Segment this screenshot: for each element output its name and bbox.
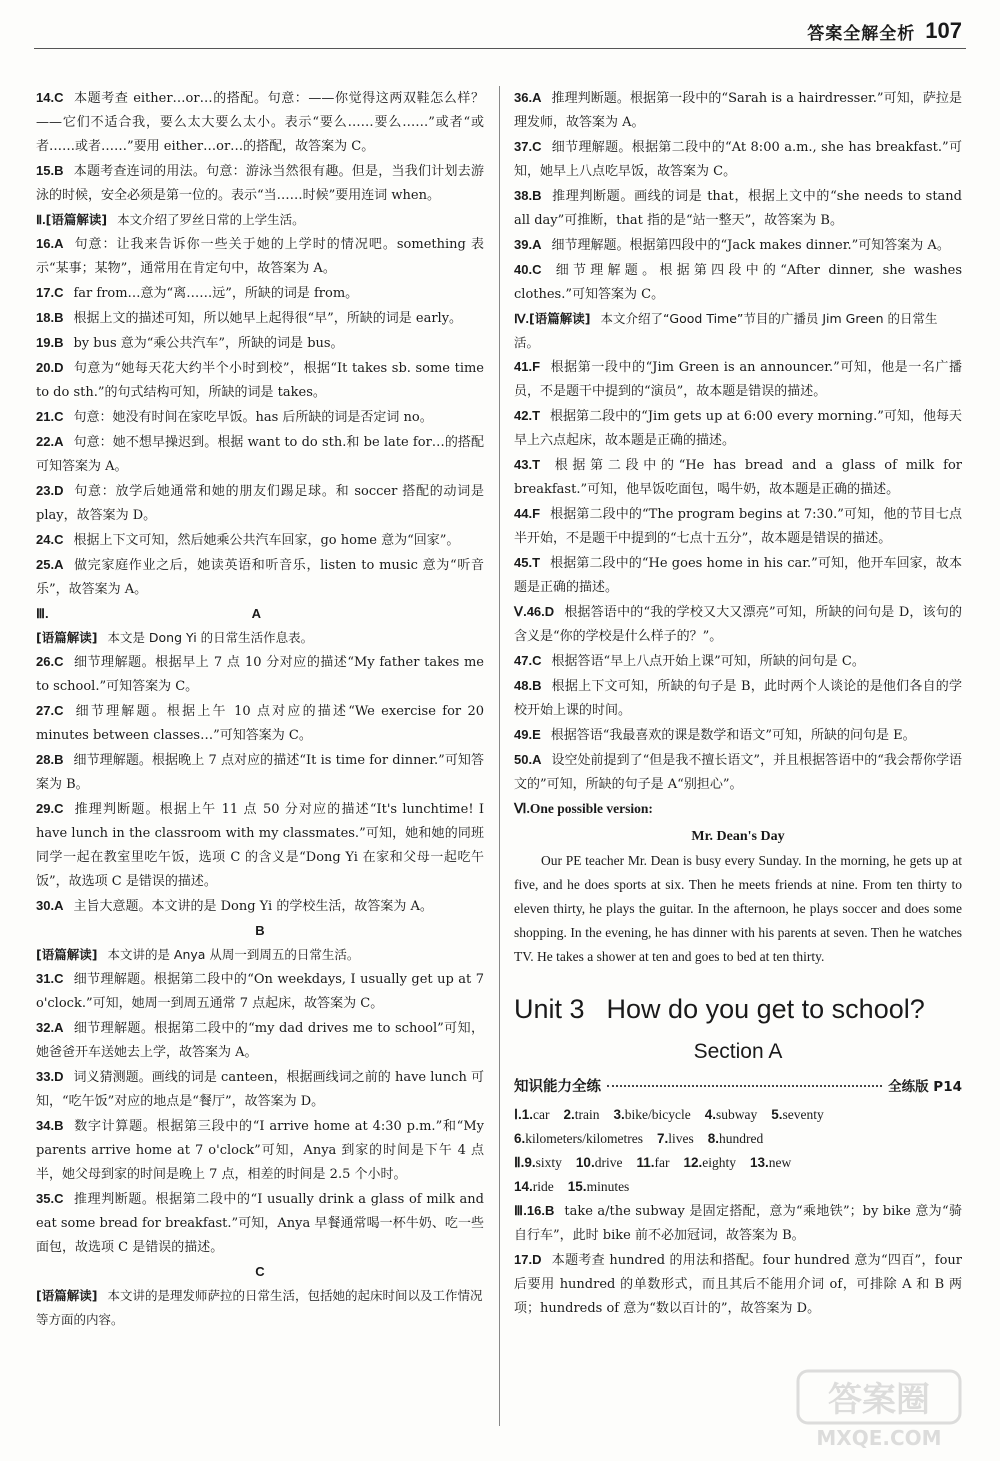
answer-word: minutes — [586, 1179, 630, 1194]
header-title: 答案全解全析 — [807, 24, 916, 44]
question-number: 16.A — [36, 236, 64, 251]
answer-item — [36, 528, 484, 553]
answer-entry — [750, 1155, 791, 1170]
answer-number: 13. — [750, 1155, 769, 1170]
answer-number: 4. — [704, 1107, 717, 1122]
answer-item — [36, 306, 484, 331]
question-number: 26.C — [36, 654, 64, 669]
right-answers — [514, 86, 962, 797]
fill-in-answers — [514, 1103, 962, 1199]
answer-item — [36, 967, 484, 1016]
answer-line — [514, 1103, 962, 1127]
answer-explanation: 本题考查 hundred 的用法和搭配。four hundred 意为“四百”，four 后要用 hundred 的单数形式，而且其后不能用介词 of，可排除 A 和 B 两项；hundreds of 意为“数以百计的”，故答案为 D。 — [514, 1253, 962, 1316]
answer-explanation: 根据第二段中的“He has bread and a glass of milk for breakfast.”可知，他早饭吃面包，喝牛奶，故本题是正确的描述。 — [514, 458, 962, 497]
answer-item — [514, 502, 962, 551]
answer-item — [514, 453, 962, 502]
answer-explanation: 数字计算题。根据第三段中的“I arrive home at 4:30 p.m.”和“My parents arrive home at 7 o'clock”可知，Anya 到家的时间是下午 4 点半，她父母到家的时间是晚上 7 点，相差的时间是 2.5 个小时。 — [36, 1119, 484, 1182]
answer-entry — [657, 1131, 694, 1146]
answer-word: car — [533, 1107, 550, 1122]
answer-word: ride — [532, 1179, 554, 1194]
answer-explanation: 本题考查 either…or…的搭配。句意：——你觉得这两双鞋怎么样？——它们不适合我，要么太大要么太小。表示“要么……要么……”或者“或者……或者……”要用 either…or…的搭配，故答案为 C。 — [36, 91, 484, 154]
question-number: 32.A — [36, 1020, 64, 1035]
passage-summary — [514, 307, 962, 355]
watermark-url: MXQE.COM — [816, 1426, 942, 1450]
answer-word: lives — [668, 1131, 694, 1146]
answer-word: sixty — [535, 1155, 562, 1170]
section-numeral: Ⅳ. — [514, 312, 530, 326]
summary-text: 本文是 Dong Yi 的日常生活作息表。 — [107, 630, 314, 645]
answer-explanation: 根据答语中的“我的学校又大又漂亮”可知，所缺的问句是 D，该句的含义是“你的学校是什么样子的？”。 — [514, 605, 962, 644]
answer-item — [36, 894, 484, 919]
answer-item — [514, 551, 962, 600]
question-number: 39.A — [514, 237, 542, 252]
watermark-logo — [794, 1367, 964, 1451]
answer-item — [514, 184, 962, 233]
question-number: 44.F — [514, 506, 541, 521]
answer-word: far — [654, 1155, 670, 1170]
answer-number: 6. — [514, 1131, 526, 1146]
question-number: 23.D — [36, 483, 64, 498]
question-number: 50.A — [514, 752, 542, 767]
summary-label: [语篇解读] — [36, 630, 98, 645]
question-number: 17.C — [36, 285, 64, 300]
summary-label: [语篇解读] — [529, 311, 591, 326]
watermark-text: 答案圈 — [828, 1380, 930, 1420]
summary-label: [语篇解读] — [36, 1288, 98, 1303]
section-numeral: Ⅱ. — [36, 213, 46, 227]
answer-explanation: take a/the subway 是固定搭配，意为“乘地铁”；by bike 意为“骑自行车”，此时 bike 前不必加冠词，故答案为 B。 — [514, 1204, 962, 1243]
answer-item — [36, 748, 484, 797]
answer-item — [36, 86, 484, 159]
answer-explanation: 根据答语“早上八点开始上课”可知，所缺的问句是 C。 — [551, 654, 865, 669]
question-number: 25.A — [36, 557, 64, 572]
question-number: 37.C — [514, 139, 542, 154]
question-number: 29.C — [36, 801, 64, 816]
answer-entry — [683, 1155, 736, 1170]
question-number: 22.A — [36, 434, 64, 449]
summary-text: 本文讲的是 Anya 从周一到周五的日常生活。 — [107, 947, 360, 962]
answer-explanation: 细节理解题。根据第二段中的“On weekdays, I usually get up at 7 o'clock.”可知，她周一到周五通常 7 点起床，故答案为 C。 — [36, 972, 484, 1011]
tail-answers — [514, 1199, 962, 1321]
answer-item — [514, 404, 962, 453]
answer-line — [514, 1151, 962, 1175]
question-number: 18.B — [36, 310, 64, 325]
answer-explanation: 句意为“她每天花大约半个小时到校”，根据“It takes sb. some time to do sth.”的句式结构可知，所缺的词是 takes。 — [36, 361, 484, 400]
question-number: 40.C — [514, 262, 542, 277]
answer-word: train — [574, 1107, 600, 1122]
answer-explanation: 词义猜测题。画线的词是 canteen，根据画线词之前的 have lunch 可知，“吃午饭”对应的地点是“餐厅”，故答案为 D。 — [36, 1070, 484, 1109]
answer-number: 2. — [563, 1107, 575, 1122]
passage-summary — [36, 208, 484, 232]
answer-explanation: 句意：放学后她通常和她的朋友们踢足球。和 soccer 搭配的动词是 play，故答案为 D。 — [36, 484, 484, 523]
answer-word: eighty — [702, 1155, 736, 1170]
answer-item — [36, 650, 484, 699]
answer-explanation: 根据第二段中的“Jim gets up at 6:00 every morning.”可知，他每天早上六点起床，故本题是正确的描述。 — [514, 409, 962, 448]
answer-item — [36, 430, 484, 479]
section-title: Section A — [693, 1040, 783, 1063]
answer-explanation: 做完家庭作业之后，她读英语和听音乐，listen to music 意为“听音乐”，故答案为 A。 — [36, 558, 484, 597]
answer-item — [36, 479, 484, 528]
answer-entry — [636, 1155, 669, 1170]
answer-explanation: 根据上文的描述可知，所以她早上起得很“早”，所缺的词是 early。 — [73, 311, 463, 326]
answer-item — [514, 1199, 962, 1248]
answer-item — [514, 233, 962, 258]
answer-explanation: 细节理解题。根据早上 7 点 10 分对应的描述“My father takes me to school.”可知答案为 C。 — [36, 655, 484, 694]
answer-explanation: 细节理解题。根据第四段中的“Jack makes dinner.”可知答案为 A。 — [551, 238, 950, 253]
question-number: 43.T — [514, 457, 541, 472]
practice-label: 知识能力全练 — [514, 1079, 601, 1095]
answer-explanation: 推理判断题。根据上午 11 点 50 分对应的描述“It's lunchtime! I have lunch in the classroom with my classmates.”可知，她和她的同班同学一起在教室里吃午饭，选项 C 的含义是“Dong Yi 在家和父母一起吃午饭”，故选项 C 是错误的描述。 — [36, 802, 484, 889]
answer-explanation: 根据第二段中的“The program begins at 7:30.”可知，他的节目七点半开始，不是题干中提到的“七点十五分”，故本题是错误的描述。 — [514, 507, 962, 546]
answer-word: hundred — [719, 1131, 764, 1146]
answer-explanation: 细节理解题。根据第二段中的“my dad drives me to school”可知，她爸爸开车送她去上学，故答案为 A。 — [36, 1021, 484, 1060]
answer-number: 15. — [567, 1179, 587, 1194]
answer-word: seventy — [782, 1107, 824, 1122]
answer-explanation: 推理判断题。根据第一段中的“Sarah is a hairdresser.”可知，萨拉是理发师，故答案为 A。 — [514, 91, 962, 130]
answer-explanation: 细节理解题。根据第四段中的“After dinner, she washes clothes.”可知答案为 C。 — [514, 263, 962, 302]
passage-summary — [36, 943, 484, 967]
practice-ref: 全练版 P14 — [888, 1079, 962, 1095]
question-number: 47.C — [514, 653, 542, 668]
passage-summary — [36, 1284, 484, 1332]
answer-item — [36, 1187, 484, 1260]
question-number: 35.C — [36, 1191, 64, 1206]
answer-number: 12. — [683, 1155, 703, 1170]
answer-word: drive — [594, 1155, 623, 1170]
left-column — [36, 86, 484, 1332]
answer-explanation: by bus 意为“乘公共汽车”，所缺的词是 bus。 — [73, 336, 344, 351]
answer-entry — [614, 1107, 691, 1122]
answer-explanation: 根据答语“我最喜欢的课是数学和语文”可知，所缺的问句是 E。 — [550, 728, 916, 743]
answer-entry — [563, 1107, 599, 1122]
section-numeral: Ⅲ. — [36, 606, 49, 621]
unit-title: How do you get to school? — [606, 994, 925, 1024]
question-number: 17.D — [514, 1252, 542, 1267]
essay-body: Our PE teacher Mr. Dean is busy every Sunday. In the morning, he gets up at five, and he does sports at six. Then he meets friends at nine. From ten thirty to eleven thirty, he plays the guitar. In the afternoon, he plays soccer and does some shopping. In the evening, he has dinner with his parents at seven. Then he watches TV. He takes a shower at ten and goes to bed at ten thirty. — [514, 853, 962, 964]
answer-item — [514, 1248, 962, 1321]
answer-entry — [771, 1107, 824, 1122]
question-number: 38.B — [514, 188, 542, 203]
answer-explanation: 句意：她没有时间在家吃早饭。has 后所缺的词是否定词 no。 — [73, 410, 433, 425]
answer-line — [514, 1127, 962, 1151]
answer-number: Ⅰ.1. — [514, 1107, 533, 1122]
summary-label: [语篇解读] — [45, 212, 108, 227]
practice-bar — [514, 1075, 962, 1099]
answer-number: 8. — [707, 1131, 720, 1146]
answer-word: new — [768, 1155, 792, 1170]
answer-entry — [705, 1107, 758, 1122]
question-number: 28.B — [36, 752, 64, 767]
question-number: Ⅴ.46.D — [514, 604, 555, 619]
answer-explanation: 主旨大意题。本文讲的是 Dong Yi 的学校生活，故答案为 A。 — [73, 899, 433, 914]
answer-explanation: 推理判断题。画线的词是 that，根据上文中的“she needs to stand all day”可推断，that 指的是“站一整天”，故答案为 B。 — [514, 189, 962, 228]
summary-text: 本文讲的是理发师萨拉的日常生活，包括她的起床时间以及工作情况等方面的内容。 — [36, 1288, 483, 1327]
answer-number: 3. — [613, 1107, 625, 1122]
answer-entry — [576, 1155, 623, 1170]
answer-item — [514, 355, 962, 404]
question-number: 42.T — [514, 408, 541, 423]
column-divider — [499, 86, 500, 1426]
passage-summary — [36, 626, 484, 650]
answer-item — [514, 86, 962, 135]
question-number: 48.B — [514, 678, 542, 693]
answer-explanation: far from…意为“离……远”，所缺的词是 from。 — [73, 286, 359, 301]
answer-explanation: 设空处前提到了“但是我不擅长语文”，并且根据答语中的“我会帮你学语文的”可知，所缺的句子是 A“别担心”。 — [514, 753, 962, 792]
answer-number: Ⅱ.9. — [514, 1155, 536, 1170]
passage-heading: C — [255, 1264, 265, 1279]
summary-text: 本文介绍了“Good Time”节目的广播员 Jim Green 的日常生活。 — [514, 311, 938, 350]
unit-heading — [514, 991, 962, 1027]
answer-number: 11. — [636, 1155, 655, 1170]
question-number: 20.D — [36, 360, 64, 375]
section-row — [36, 602, 484, 626]
question-number: 34.B — [36, 1118, 64, 1133]
answer-entry — [514, 1107, 549, 1122]
question-number: 24.C — [36, 532, 64, 547]
answer-item — [514, 674, 962, 723]
answer-item — [36, 1114, 484, 1187]
answer-entry — [708, 1131, 764, 1146]
writing-label: Ⅵ.One possible version: — [514, 801, 653, 816]
answer-item — [514, 649, 962, 674]
answer-item — [36, 699, 484, 748]
answer-item — [36, 1065, 484, 1114]
answer-explanation: 句意：她不想早操迟到。根据 want to do sth.和 be late for…的搭配可知答案为 A。 — [36, 435, 484, 474]
answer-explanation: 句意：让我来告诉你一些关于她的上学时的情况吧。something 表示“某事；某物”，通常用在肯定句中，故答案为 A。 — [36, 237, 484, 276]
passage-label: A — [251, 606, 261, 621]
page-number: 107 — [925, 18, 962, 43]
answer-number: 5. — [771, 1107, 783, 1122]
answer-item — [36, 553, 484, 602]
answer-explanation: 细节理解题。根据第二段中的“At 8:00 a.m., she has breakfast.”可知，她早上八点吃早饭，故答案为 C。 — [514, 140, 962, 179]
answer-number: 7. — [657, 1131, 669, 1146]
answer-number: 10. — [575, 1155, 595, 1170]
answer-item — [36, 1016, 484, 1065]
answer-item — [36, 356, 484, 405]
summary-label: [语篇解读] — [36, 947, 98, 962]
question-number: 27.C — [36, 703, 64, 718]
question-number: 31.C — [36, 971, 64, 986]
answer-line — [514, 1175, 962, 1199]
answer-word: kilometers/kilometres — [525, 1131, 643, 1146]
answer-explanation: 根据第二段中的“He goes home in his car.”可知，他开车回家，故本题是正确的描述。 — [514, 556, 962, 595]
answer-explanation: 推理判断题。根据第二段中的“I usually drink a glass of milk and eat some bread for breakfast.”可知，Anya 早餐通常喝一杯牛奶、吃一些面包，故选项 C 是错误的描述。 — [36, 1192, 484, 1255]
question-number: 14.C — [36, 90, 64, 105]
question-number: 36.A — [514, 90, 542, 105]
passage-heading: B — [255, 923, 265, 938]
answer-entry — [514, 1155, 562, 1170]
answer-explanation: 本题考查连词的用法。句意：游泳当然很有趣。但是，当我们计划去游泳的时候，安全必须是第一位的。表示“当……时候”要用连词 when。 — [36, 164, 484, 203]
answer-explanation: 根据上下文可知，所缺的句子是 B，此时两个人谈论的是他们各自的学校开始上课的时间。 — [514, 679, 962, 718]
essay-title: Mr. Dean's Day — [691, 829, 785, 844]
question-number: Ⅲ.16.B — [514, 1203, 555, 1218]
question-number: 45.T — [514, 555, 541, 570]
answer-item — [514, 600, 962, 649]
answer-item — [514, 258, 962, 307]
answer-entry — [568, 1179, 630, 1194]
answer-explanation: 细节理解题。根据晚上 7 点对应的描述“It is time for dinner.”可知答案为 B。 — [36, 753, 484, 792]
answer-item — [36, 159, 484, 208]
question-number: 30.A — [36, 898, 64, 913]
answer-item — [514, 135, 962, 184]
question-number: 49.E — [514, 727, 541, 742]
answer-item — [514, 723, 962, 748]
answer-item — [36, 281, 484, 306]
question-number: 19.B — [36, 335, 64, 350]
summary-text: 本文介绍了罗丝日常的上学生活。 — [117, 212, 305, 227]
answer-item — [36, 405, 484, 430]
question-number: 21.C — [36, 409, 64, 424]
right-column — [514, 86, 962, 1321]
answer-item — [36, 797, 484, 894]
answer-item — [514, 748, 962, 797]
question-number: 41.F — [514, 359, 541, 374]
page-header — [807, 10, 962, 44]
question-number: 15.B — [36, 163, 64, 178]
unit-label: Unit 3 — [514, 994, 585, 1024]
answer-word: subway — [716, 1107, 758, 1122]
answer-word: bike/bicycle — [624, 1107, 691, 1122]
answer-number: 14. — [514, 1179, 533, 1194]
answer-entry — [514, 1179, 554, 1194]
answer-explanation: 根据上下文可知，然后她乘公共汽车回家，go home 意为“回家”。 — [73, 533, 460, 548]
writing-section — [514, 797, 962, 969]
answer-entry — [514, 1131, 643, 1146]
answer-explanation: 细节理解题。根据上午 10 点对应的描述“We exercise for 20 minutes between classes…”可知答案为 C。 — [36, 704, 484, 743]
answer-item — [36, 331, 484, 356]
header-rule — [34, 48, 966, 49]
dot-leader — [607, 1085, 882, 1087]
answer-item — [36, 232, 484, 281]
answer-explanation: 根据第一段中的“Jim Green is an announcer.”可知，他是一名广播员，不是题干中提到的“演员”，故本题是错误的描述。 — [514, 360, 962, 399]
question-number: 33.D — [36, 1069, 64, 1084]
